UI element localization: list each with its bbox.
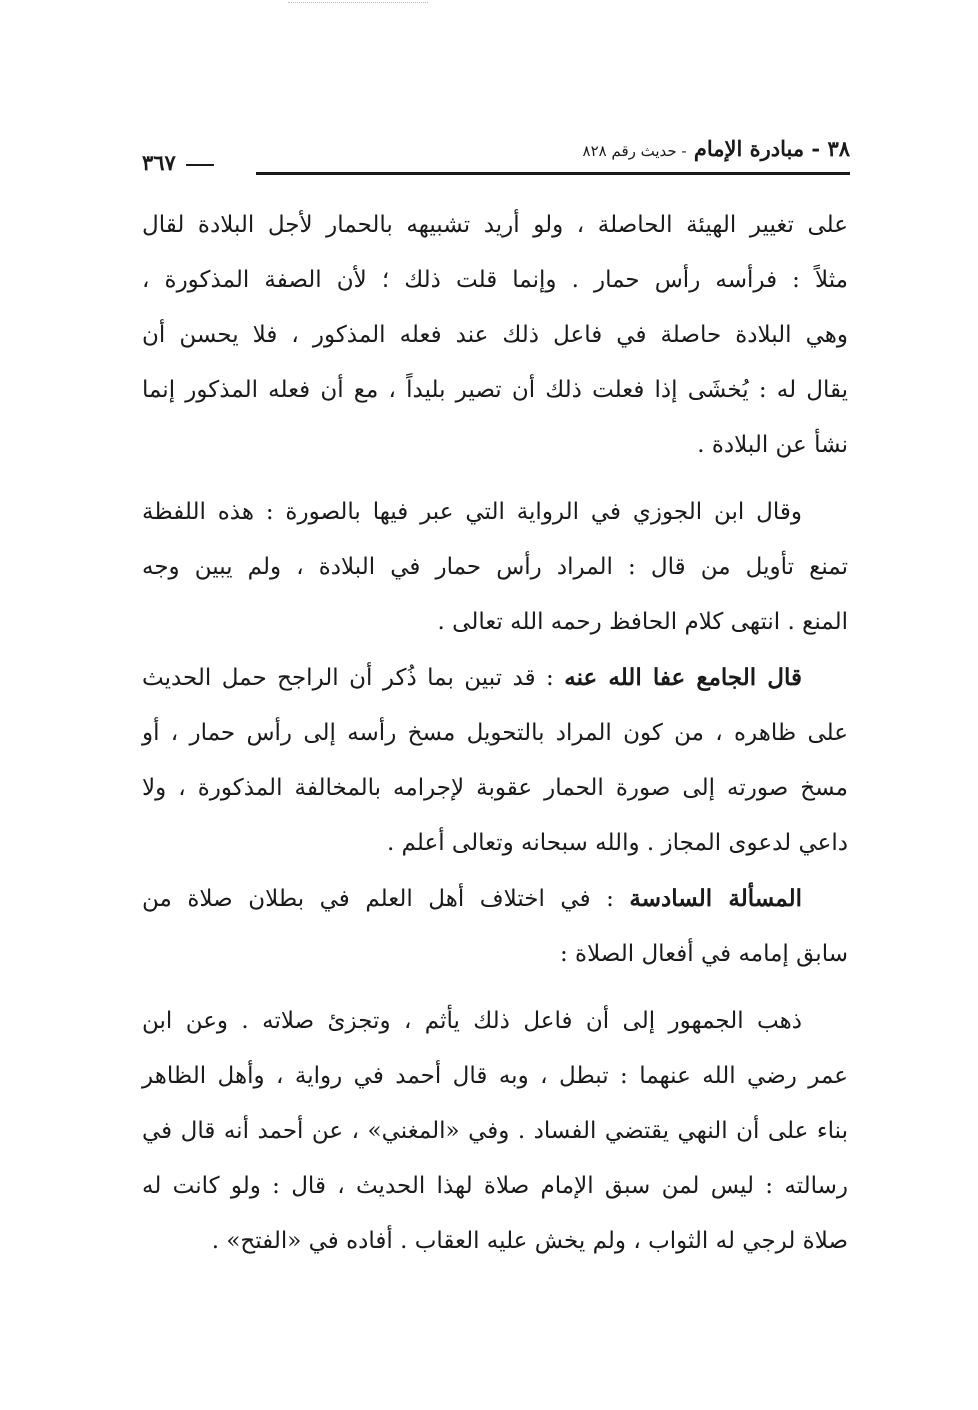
text-fragment: : في اختلاف أهل العلم في بطلان صلاة من (142, 886, 614, 912)
scan-mark (288, 2, 428, 4)
text-line: المنع . انتهى كلام الحافظ رحمه الله تعالى . (437, 609, 848, 635)
text-line: على تغيير الهيئة الحاصلة ، ولو أريد تشبيهه بالحمار لأجل البلادة لقال (142, 212, 848, 238)
text-line (142, 871, 848, 927)
section-heading: المسألة السادسة (629, 885, 802, 912)
text-line: مسخ صورته إلى صورة الحمار عقوبة لإجرامه بالمخالفة المذكورة ، ولا (142, 775, 848, 801)
text-line: رسالته : ليس لمن سبق الإمام صلاة لهذا الحديث ، قال : ولو كانت له (142, 1173, 848, 1199)
text-line: بناء على أن النهي يقتضي الفساد . وفي «المغني» ، عن أحمد أنه قال في (142, 1118, 848, 1144)
page-number: ٣٦٧ (142, 150, 214, 175)
page-body (142, 198, 848, 1269)
paragraph-4 (142, 871, 848, 982)
running-header (142, 128, 850, 180)
text-line: نشأ عن البلادة . (697, 432, 848, 458)
text-line: وهي البلادة حاصلة في فاعل ذلك عند فعله المذكور ، فلا يحسن أن (142, 322, 848, 348)
paragraph-5 (142, 994, 848, 1269)
text-line: تمنع تأويل من قال : المراد رأس حمار في البلادة ، ولم يبين وجه (142, 554, 848, 580)
author-remark-label: قال الجامع عفا الله عنه (564, 664, 803, 691)
chapter-title-text: ٣٨ - مبادرة الإمام (693, 136, 850, 161)
text-line: داعي لدعوى المجاز . والله سبحانه وتعالى أعلم . (386, 830, 848, 856)
text-line: وقال ابن الجوزي في الرواية التي عبر فيها بالصورة : هذه اللفظة (142, 499, 802, 525)
text-line: على ظاهره ، من كون المراد بالتحويل مسخ رأسه إلى رأس حمار ، أو (142, 720, 848, 746)
text-line: ذهب الجمهور إلى أن فاعل ذلك يأثم ، وتجزئ صلاته . وعن ابن (142, 1008, 802, 1034)
hadith-reference: - حديث رقم ٨٢٨ (582, 142, 687, 160)
text-line: يقال له : يُخشَى إذا فعلت ذلك أن تصير بليداً ، مع أن فعله المذكور إنما (142, 377, 848, 403)
paragraph-3 (142, 650, 848, 871)
text-line: سابق إمامه في أفعال الصلاة : (559, 941, 848, 967)
text-line: صلاة لرجي له الثواب ، ولم يخش عليه العقاب . أفاده في «الفتح» . (211, 1228, 848, 1254)
paragraph-1 (142, 198, 848, 473)
text-fragment: : قد تبين بما ذُكر أن الراجح حمل الحديث (142, 665, 554, 691)
text-line: عمر رضي الله عنهما : تبطل ، وبه قال أحمد في رواية ، وأهل الظاهر (142, 1063, 848, 1089)
chapter-title (583, 136, 850, 161)
text-line: مثلاً : فرأسه رأس حمار . وإنما قلت ذلك ؛ لأن الصفة المذكورة ، (142, 267, 848, 293)
paragraph-2 (142, 485, 848, 650)
header-rule (256, 172, 850, 175)
text-line (142, 650, 848, 706)
